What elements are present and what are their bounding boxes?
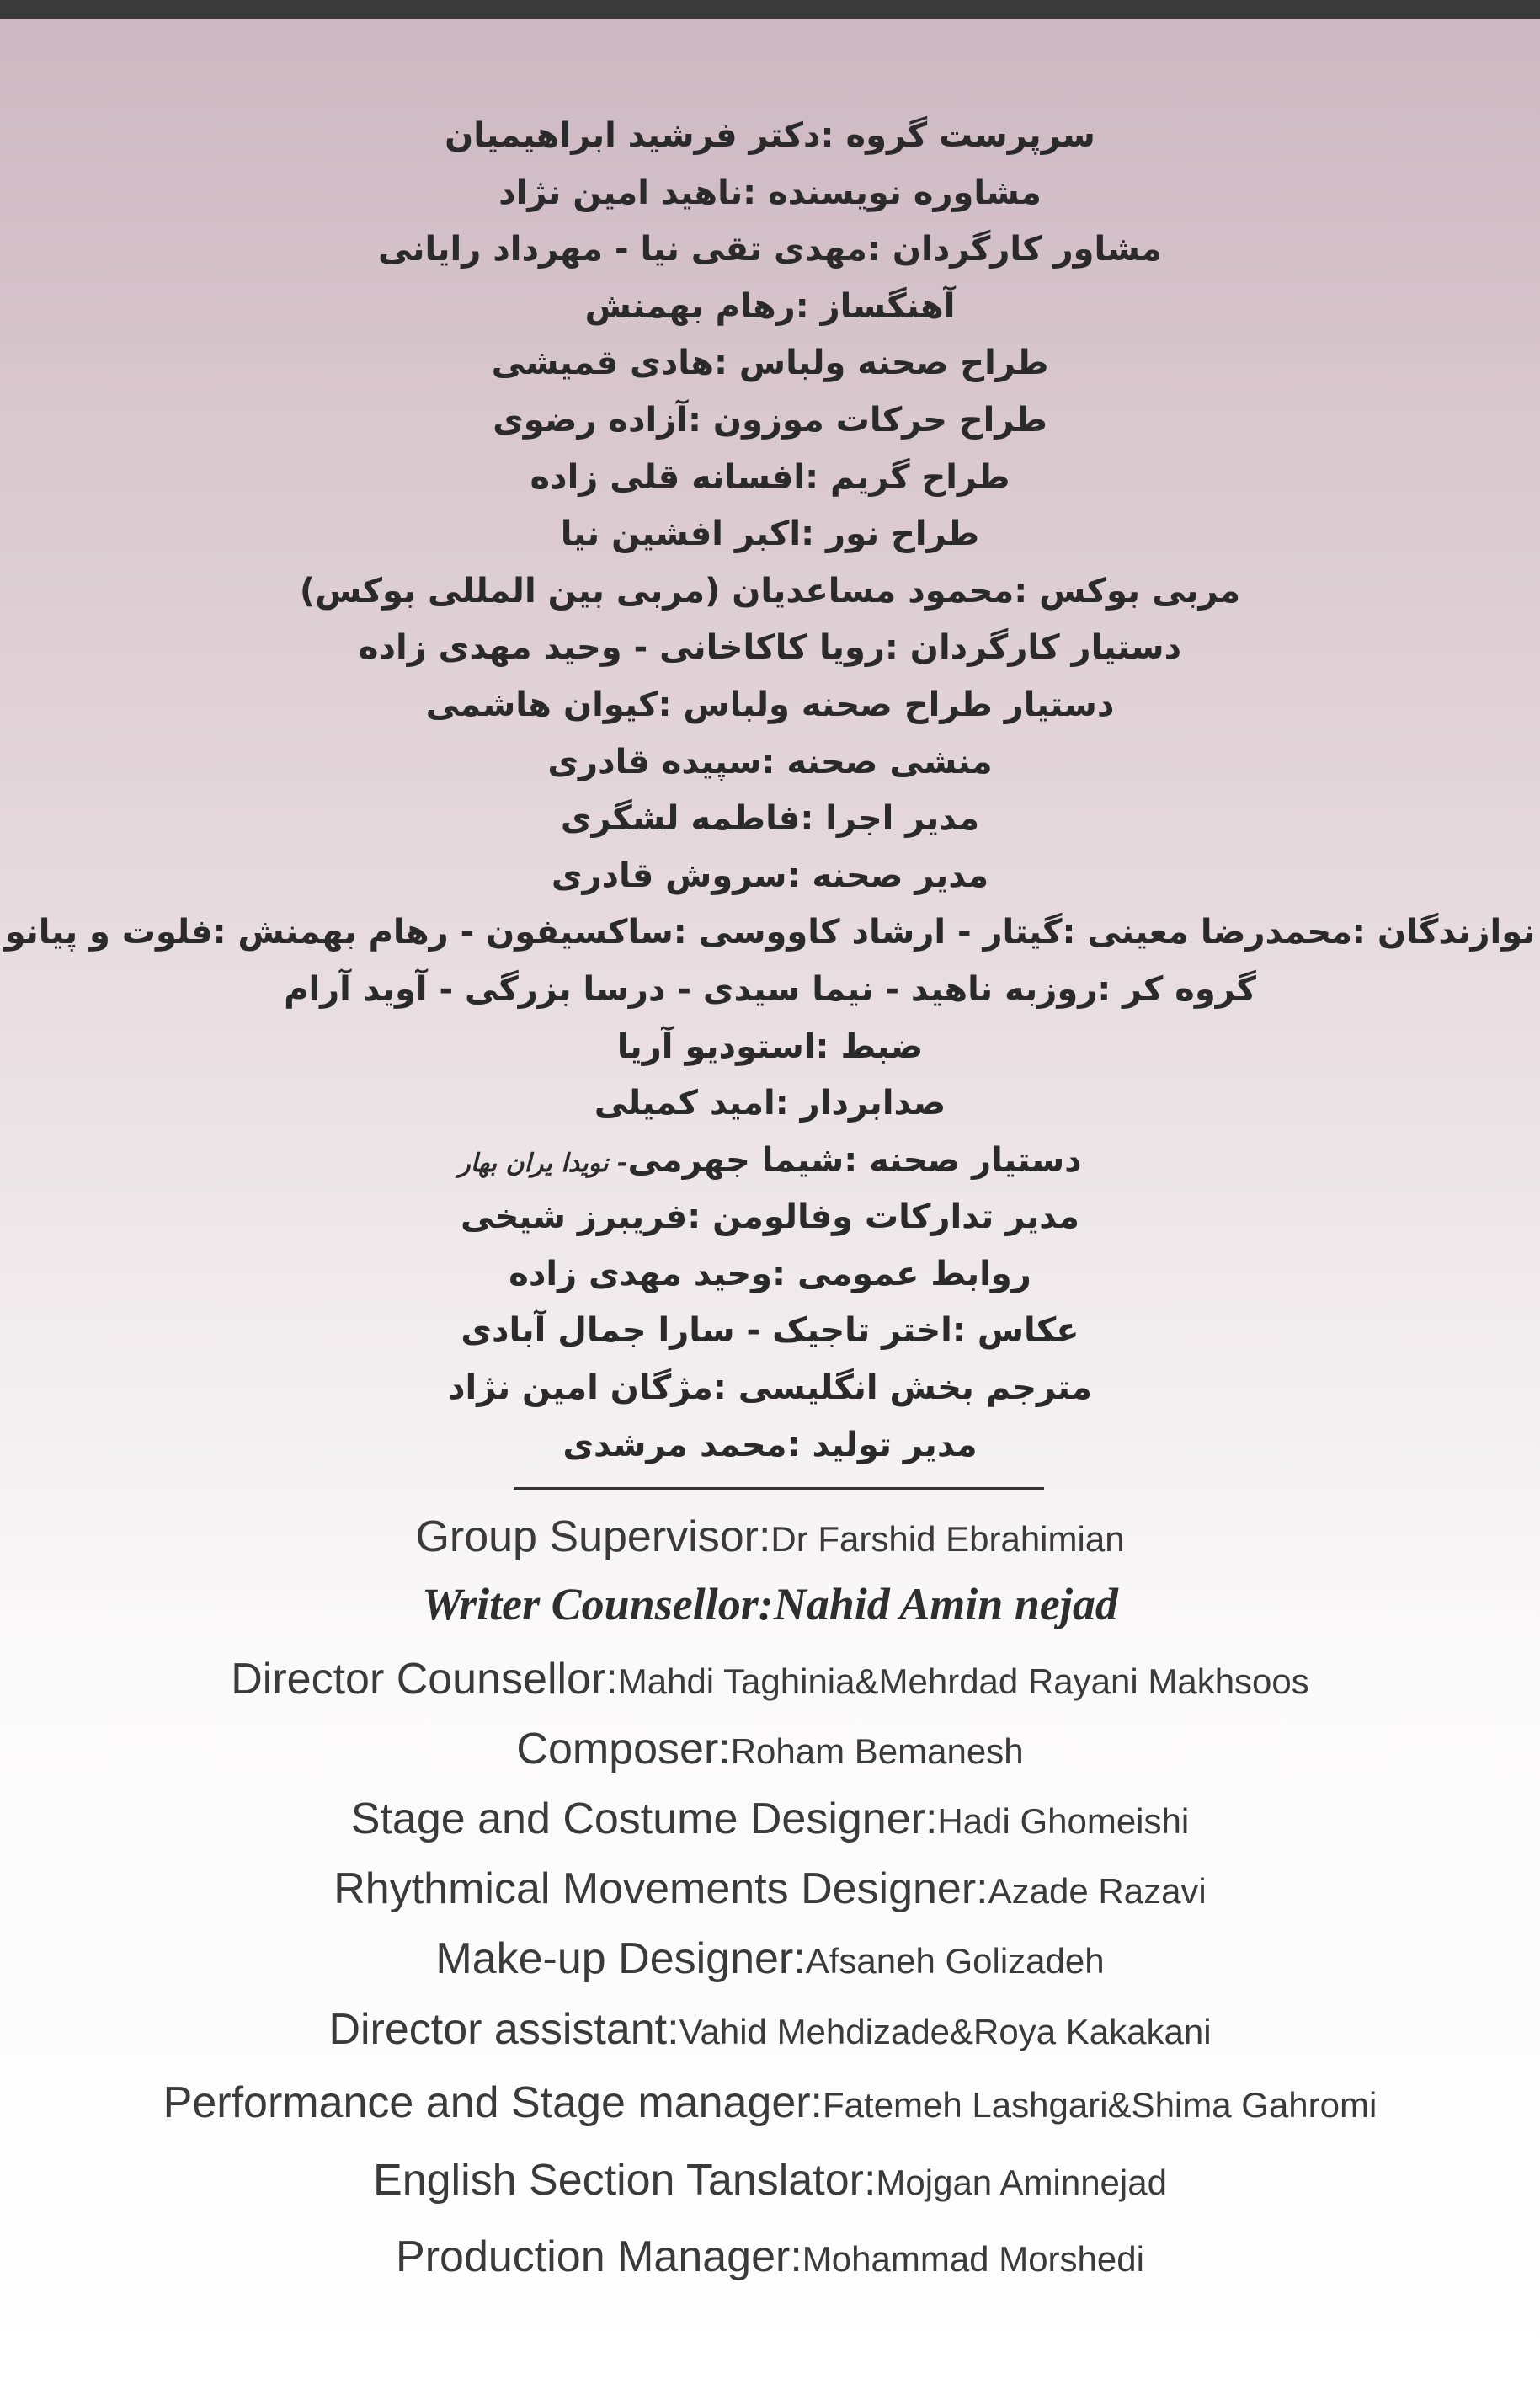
credit-role: صدابردار :	[775, 1084, 946, 1123]
credit-name: سپیده قادری	[547, 742, 762, 781]
credit-role: دستیار کارگردان :	[884, 628, 1182, 668]
credit-role: سرپرست گروه :	[820, 116, 1095, 155]
credit-role: ضبط :	[815, 1027, 924, 1066]
credit-role: عکاس :	[951, 1311, 1079, 1351]
credit-name: Afsaneh Golizadeh	[805, 1941, 1105, 1981]
persian-credit-line	[0, 506, 1540, 563]
persian-credits-list	[0, 108, 1540, 1474]
english-credit-line	[0, 2067, 1540, 2139]
persian-credit-line	[0, 165, 1540, 222]
credit-role: طراح گریم :	[805, 457, 1010, 497]
credit-role: Director Counsellor:	[231, 1655, 618, 1704]
persian-credit-line	[0, 392, 1540, 450]
english-credit-line	[0, 1996, 1540, 2063]
persian-credit-line	[0, 848, 1540, 905]
credit-role: دستیار طراح صحنه ولباس :	[658, 685, 1115, 724]
credit-name: محمد مرشدی	[562, 1425, 787, 1464]
credit-role: Rhythmical Movements Designer:	[333, 1864, 988, 1913]
credit-role: Director assistant:	[328, 2005, 679, 2054]
persian-credit-line	[0, 563, 1540, 621]
persian-credit-line	[0, 1246, 1540, 1304]
credit-role: Production Manager:	[396, 2232, 802, 2281]
english-credit-line	[0, 1716, 1540, 1782]
credit-role: آهنگساز :	[795, 286, 956, 326]
top-edge-bar	[0, 0, 1540, 19]
english-credit-line	[0, 1646, 1540, 1712]
credit-role: طراح نور :	[801, 515, 980, 554]
persian-credit-line	[0, 279, 1540, 336]
credit-role: مدیر صحنه :	[786, 856, 989, 895]
credit-role: نوازندگان :	[1352, 913, 1536, 952]
english-credit-line	[0, 1507, 1540, 1566]
credit-role: گروه کر :	[1097, 969, 1256, 1009]
english-credit-line	[0, 1571, 1540, 1638]
credit-role: روابط عمومی :	[772, 1254, 1031, 1293]
credit-name: آزاده رضوی	[493, 400, 688, 440]
credit-role: Group Supervisor:	[415, 1512, 771, 1561]
credit-name: Mojgan Aminnejad	[876, 2163, 1167, 2202]
english-credit-line	[0, 2143, 1540, 2217]
credit-role: مدیر تولید :	[786, 1425, 978, 1464]
credit-role: Performance and Stage manager:	[163, 2078, 823, 2127]
credit-name: شیما جهرمی	[627, 1140, 845, 1180]
credit-name: محمدرضا معینی :گیتار - ارشاد کاووسی :ساکسیفون - رهام بهمنش :فلوت و پیانو	[4, 913, 1353, 952]
credit-role: طراح حرکات موزون :	[688, 400, 1047, 440]
credit-name: وحید مهدی زاده	[509, 1254, 773, 1293]
credit-name: مهدی تقی نیا - مهرداد رایانی	[378, 230, 867, 269]
persian-credit-line	[0, 904, 1540, 962]
persian-credit-line	[0, 734, 1540, 792]
credit-role: Composer:	[516, 1725, 731, 1773]
persian-credit-line	[0, 1360, 1540, 1417]
credit-name: افسانه قلی زاده	[530, 457, 806, 497]
persian-credit-line	[0, 450, 1540, 507]
credit-name: کیوان هاشمی	[425, 685, 658, 724]
credit-name: اکبر افشین نیا	[560, 515, 802, 554]
credit-name: Dr Farshid Ebrahimian	[770, 1519, 1125, 1559]
credit-name: Azade Razavi	[988, 1871, 1207, 1911]
persian-credit-line	[0, 1075, 1540, 1133]
persian-credit-line	[0, 962, 1540, 1019]
credit-role: Make-up Designer:	[435, 1934, 806, 1983]
credit-name: دکتر فرشید ابراهیمیان	[445, 116, 821, 155]
credit-name: اختر تاجیک - سارا جمال آبادی	[461, 1311, 952, 1351]
credit-role: مدیر اجرا :	[800, 799, 980, 839]
english-credit-line	[0, 1925, 1540, 1992]
english-credit-line	[0, 2223, 1540, 2291]
credit-name: رویا کاکاخانی - وحید مهدی زاده	[358, 628, 885, 668]
credit-role: English Section Tanslator:	[373, 2156, 877, 2205]
persian-credit-line	[0, 335, 1540, 392]
credit-role: مربی بوکس :	[1014, 571, 1241, 611]
credit-name: سروش قادری	[551, 856, 787, 895]
persian-credit-line	[0, 677, 1540, 734]
credit-role: دستیار صحنه :	[844, 1140, 1082, 1180]
english-credit-line	[0, 1785, 1540, 1853]
credit-name: فاطمه لشگری	[560, 799, 801, 839]
persian-credit-line	[0, 1019, 1540, 1076]
persian-credit-line	[0, 1133, 1540, 1190]
credit-name: روزبه ناهید - نیما سیدی - درسا بزرگی - آوید آرام	[284, 969, 1098, 1009]
persian-credit-line	[0, 1417, 1540, 1475]
persian-credit-line	[0, 108, 1540, 165]
credit-role: Stage and Costume Designer:	[350, 1795, 938, 1843]
credit-name: Mahdi Taghinia&Mehrdad Rayani Makhsoos	[617, 1661, 1309, 1701]
credit-role: مشاور کارگردان :	[866, 230, 1162, 269]
credit-name: مژگان امین نژاد	[447, 1368, 713, 1408]
credit-name: ناهید امین نژاد	[498, 173, 743, 212]
credit-name: Hadi Ghomeishi	[937, 1801, 1190, 1841]
credit-name: محمود مساعدیان (مربی بین المللی بوکس)	[299, 571, 1015, 611]
credit-name: فریبرز شیخی	[460, 1197, 688, 1237]
persian-credit-line	[0, 620, 1540, 677]
credit-role: مدیر تدارکات وفالومن :	[687, 1197, 1080, 1237]
credit-name: Mohammad Morshedi	[802, 2239, 1144, 2279]
credit-role: مشاوره نویسنده :	[743, 173, 1042, 212]
credit-role: مترجم بخش انگلیسی :	[712, 1368, 1093, 1408]
credit-name: رهام بهمنش	[584, 286, 796, 326]
credit-name: امید کمیلی	[594, 1084, 775, 1123]
persian-credit-line	[0, 221, 1540, 279]
credit-role: منشی صحنه :	[761, 742, 993, 781]
credit-handwritten-addition: - نویدا یران بهار	[458, 1148, 628, 1178]
credit-name: هادی قمیشی	[491, 344, 714, 383]
persian-credit-line	[0, 791, 1540, 848]
credit-role: طراح صحنه ولباس :	[714, 344, 1049, 383]
credit-name: Fatemeh Lashgari&Shima Gahromi	[823, 2085, 1377, 2125]
persian-credit-line	[0, 1189, 1540, 1246]
credit-role: Writer Counsellor:	[422, 1579, 774, 1629]
english-credit-line	[0, 1856, 1540, 1922]
credit-name: Roham Bemanesh	[730, 1731, 1024, 1771]
credit-name: Nahid Amin nejad	[773, 1579, 1118, 1629]
persian-credit-line	[0, 1303, 1540, 1360]
credit-name: Vahid Mehdizade&Roya Kakakani	[679, 2012, 1212, 2051]
section-divider	[514, 1487, 1044, 1490]
credit-name: استودیو آریا	[616, 1027, 816, 1066]
